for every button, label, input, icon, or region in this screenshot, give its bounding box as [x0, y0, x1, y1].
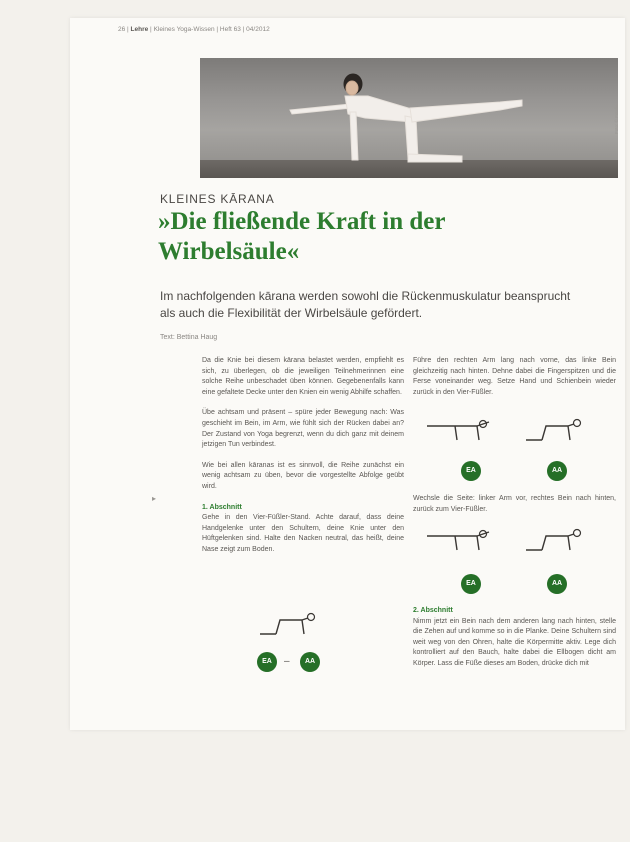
article-kicker: KLEINES KĀRANA — [160, 192, 275, 206]
text-column-right-top — [413, 356, 616, 408]
photo-credit: Foto: © Fotolia — [614, 104, 619, 134]
header-subtitle: Kleines Yoga-Wissen | Heft 63 | 04/2012 — [153, 26, 270, 33]
pose-sketch-arm-leg-icon — [425, 528, 505, 558]
inhale-badge: AA — [547, 574, 567, 594]
section-heading: 1. Abschnitt — [202, 503, 242, 511]
inhale-badge: AA — [300, 652, 320, 672]
text-column-right-bottom — [413, 606, 616, 680]
paragraph: Wie bei allen kāranas ist es sinnvoll, die Reihe zunächst ein wenig achtsam zu üben, bevor die vorgestellte Abfolge geübt wird. — [202, 461, 404, 490]
pose-sketch-arm-leg-icon — [425, 418, 505, 448]
exhale-badge: EA — [461, 574, 481, 594]
article-title: »Die fließende Kraft in der Wirbelsäule« — [158, 208, 445, 265]
inhale-badge: AA — [547, 461, 567, 481]
paragraph: Nimm jetzt ein Bein nach dem anderen lang nach hinten, stelle die Zehen auf und komme so in die Planke. Deine Schultern sind weit weg von den Ohren, halte die Körpermitte aktiv. Lege dich kontrolliert auf den Bauch, halte dabei die Ellbogen dicht am Körper. Lass die Füße dieses am Boden, drücke dich mit — [413, 617, 616, 667]
pose-sketch-table-icon — [522, 418, 592, 448]
paragraph: Wechsle die Seite: linker Arm vor, rechtes Bein nach hinten, zurück zum Vier-Füßler. — [413, 495, 616, 513]
paragraph: Führe den rechten Arm lang nach vorne, das linke Bein gleichzeitig nach hinten. Dehne dabei die Fingerspitzen und die Ferse voneinander weg. Setze Hand und Schienbein wieder zurück in den Vier-Füßler. — [413, 357, 616, 396]
article-byline: Text: Bettina Haug — [160, 334, 218, 341]
page-number: 26 — [118, 26, 126, 33]
text-column-left — [202, 356, 404, 566]
page-header: 26 | Lehre | Kleines Yoga-Wissen | Heft 63 | 04/2012 — [118, 26, 270, 33]
section-label: Lehre — [130, 26, 149, 33]
section-heading: 2. Abschnitt — [413, 607, 453, 614]
text-column-right-middle — [413, 494, 616, 525]
badge-separator: – — [284, 656, 290, 667]
pose-sketch-table-icon — [522, 528, 592, 558]
article-lead: Im nachfolgenden kārana werden sowohl die Rückenmuskulatur beansprucht als auch die Flexibilität der Wirbelsäule gefördert. — [160, 289, 571, 320]
exhale-badge: EA — [461, 461, 481, 481]
yoga-pose-photo — [200, 58, 618, 178]
paragraph: Gehe in den Vier-Füßler-Stand. Achte darauf, dass deine Handgelenke unter den Schultern, deine Knie unter den Hüftgelenken sind. Halte den Nacken neutral, das heißt, deine Nase zeigt zum Boden. — [202, 514, 404, 553]
margin-mark: ▸ — [152, 494, 157, 503]
paragraph: Da die Knie bei diesem kārana belastet werden, empfiehlt es sich, zu überlegen, ob die jeweiligen Teilnehmerinnen eine solche Reihe unbeschadet üben können. Gegebenenfalls kann eine gefaltete Decke unter den Knien ein wenig Abhilfe schaffen. — [202, 357, 404, 396]
pose-sketch-icon — [256, 612, 326, 642]
exhale-badge: EA — [257, 652, 277, 672]
yoga-figure-icon — [200, 58, 618, 178]
paragraph: Übe achtsam und präsent – spüre jeder Bewegung nach: Was geschieht im Bein, im Arm, wie fühlt sich der Rücken dabei an? Der Zustand von Yoga begrenzt, wenn du dich ganz mit deinem jetzigen Tun verbindest. — [202, 409, 404, 449]
